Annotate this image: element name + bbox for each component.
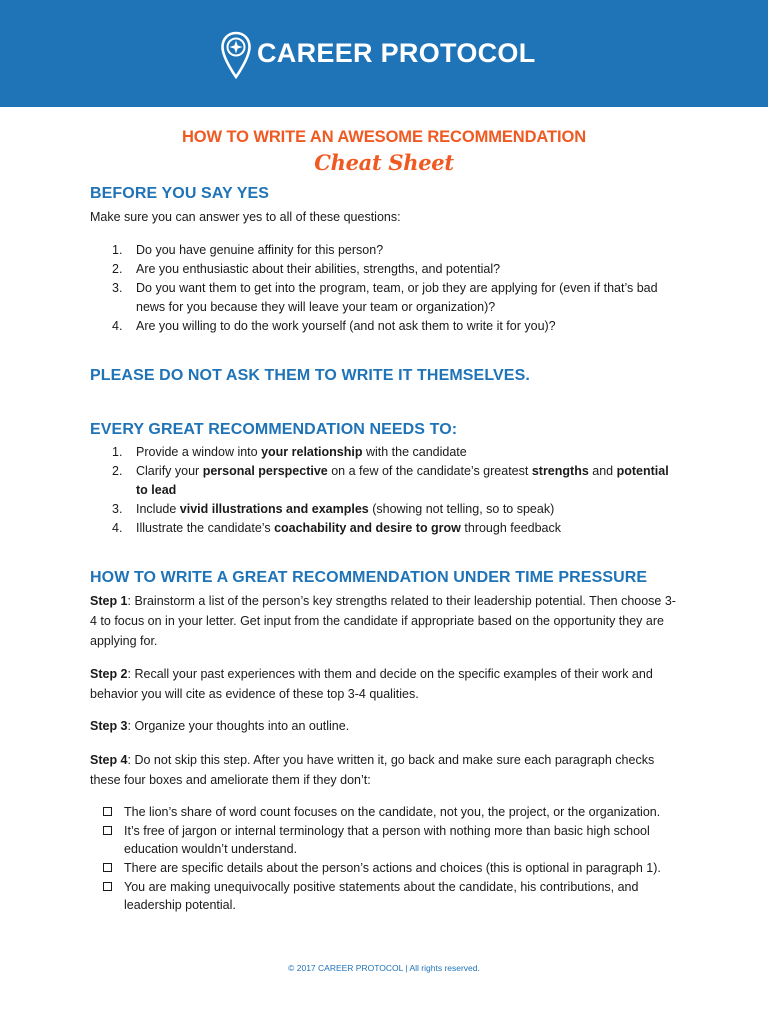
emphasis-text: potential to lead xyxy=(136,464,669,497)
step-label: Step 3 xyxy=(90,719,128,733)
section-heading-do-not-ask: PLEASE DO NOT ASK THEM TO WRITE IT THEMSELVES. xyxy=(90,367,530,384)
text-segment: through feedback xyxy=(460,521,561,535)
list-item xyxy=(110,500,680,519)
text-segment: Illustrate the candidate’s xyxy=(136,521,275,535)
text-segment: on a few of the candidate’s greatest xyxy=(327,464,532,478)
document-subtitle: Cheat Sheet xyxy=(314,150,454,175)
step-text: : Organize your thoughts into an outline. xyxy=(127,719,350,733)
list-item: Do you want them to get into the program, team, or job they are applying for (even if that’s bad news for you because they will leave your team or organization)? xyxy=(136,281,658,314)
checkbox-icon xyxy=(103,807,112,816)
list-item xyxy=(110,443,680,462)
text-segment: with the candidate xyxy=(362,445,467,459)
checkbox-icon xyxy=(103,826,112,835)
document-title: HOW TO WRITE AN AWESOME RECOMMENDATION xyxy=(181,128,587,146)
step-text: : Do not skip this step. After you have written it, go back and make sure each paragraph checks these four boxes and ameliorate them if they don’t: xyxy=(90,753,655,787)
section-heading-time-pressure: HOW TO WRITE A GREAT RECOMMENDATION UNDER TIME PRESSURE xyxy=(90,569,648,586)
step-1 xyxy=(90,591,680,651)
yes-questions-list xyxy=(110,241,680,336)
step-4 xyxy=(90,750,680,790)
brand-logo xyxy=(221,31,536,79)
checklist-text: The lion’s share of word count focuses on the candidate, not you, the project, or the organization. xyxy=(124,805,661,819)
step-label: Step 1 xyxy=(90,594,128,608)
text-segment: and xyxy=(588,464,617,478)
emphasis-text: personal perspective xyxy=(202,464,328,478)
checklist-item xyxy=(103,803,683,821)
step-3 xyxy=(90,716,680,736)
emphasis-text: coachability and desire to grow xyxy=(274,521,461,535)
section1-intro: Make sure you can answer yes to all of these questions: xyxy=(90,210,401,224)
emphasis-text: your relationship xyxy=(261,445,363,459)
text-segment: Clarify your xyxy=(136,464,203,478)
brand-name: CAREER PROTOCOL xyxy=(257,37,536,68)
checkbox-icon xyxy=(103,863,112,872)
section-heading-before-you-say-yes: BEFORE YOU SAY YES xyxy=(90,185,270,202)
checkbox-icon xyxy=(103,882,112,891)
emphasis-text: vivid illustrations and examples xyxy=(179,502,369,516)
location-pin-compass-icon xyxy=(221,31,251,79)
emphasis-text: strengths xyxy=(531,464,589,478)
step-2 xyxy=(90,664,680,704)
step-label: Step 4 xyxy=(90,753,128,767)
section-heading-great-recommendation-needs: EVERY GREAT RECOMMENDATION NEEDS TO: xyxy=(90,421,458,438)
recommendation-needs-list xyxy=(110,443,680,538)
step-label: Step 2 xyxy=(90,667,128,681)
footer-copyright: © 2017 CAREER PROTOCOL | All rights reserved. xyxy=(288,963,480,973)
step-text: : Recall your past experiences with them and decide on the specific examples of their work and behavior you will cite as evidence of these top 3-4 qualities. xyxy=(90,667,653,701)
list-item: Do you have genuine affinity for this person? xyxy=(136,243,384,257)
text-segment: (showing not telling, so to speak) xyxy=(368,502,555,516)
step-text: : Brainstorm a list of the person’s key strengths related to their leadership potential. Then choose 3-4 to focus on in your letter. Get input from the candidate if appropriate based on the opportunity they are applying for. xyxy=(90,594,676,648)
text-segment: Provide a window into xyxy=(136,445,262,459)
checklist-item xyxy=(103,822,683,858)
header-banner xyxy=(0,0,768,107)
quality-checklist xyxy=(103,803,683,915)
list-item xyxy=(110,462,680,500)
checklist-item xyxy=(103,859,683,877)
checklist-text: There are specific details about the person’s actions and choices (this is optional in paragraph 1). xyxy=(124,861,661,875)
checklist-text: You are making unequivocally positive statements about the candidate, his contributions, and leadership potential. xyxy=(124,880,639,912)
list-item: Are you enthusiastic about their abilities, strengths, and potential? xyxy=(136,262,501,276)
list-item xyxy=(110,519,680,538)
checklist-text: It’s free of jargon or internal terminology that a person with nothing more than basic high school education wouldn’t understand. xyxy=(124,824,650,856)
list-item: Are you willing to do the work yourself (and not ask them to write it for you)? xyxy=(136,319,556,333)
text-segment: Include xyxy=(136,502,180,516)
checklist-item xyxy=(103,878,683,914)
